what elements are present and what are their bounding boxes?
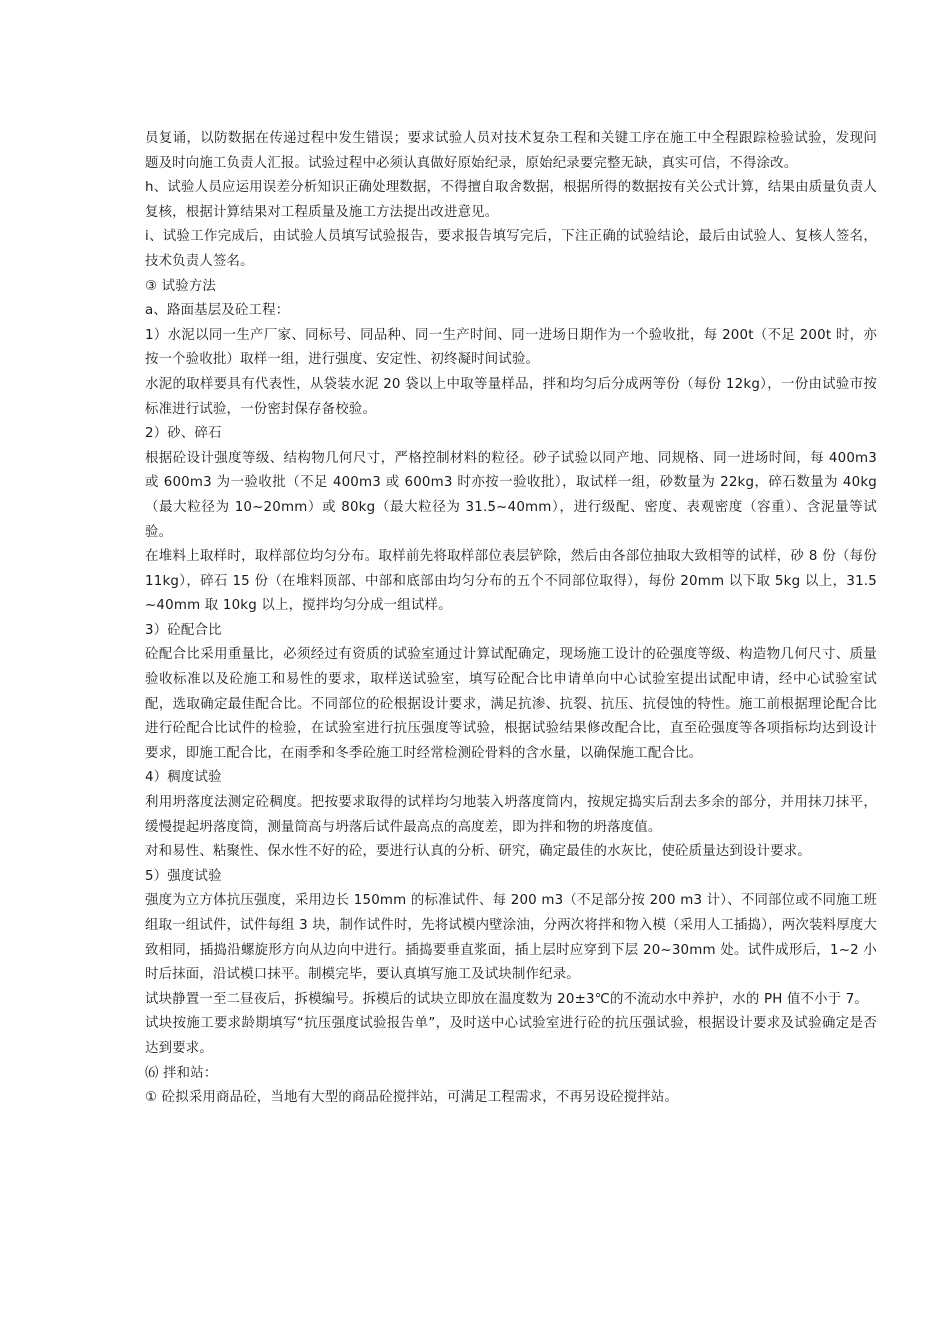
paragraph: h、试验人员应运用误差分析知识正确处理数据，不得擅自取舍数据，根据所得的数据按有关公式计算，结果由质量负责人复核，根据计算结果对工程质量及施工方法提出改进意见。 bbox=[145, 180, 877, 220]
paragraph: 对和易性、粘聚性、保水性不好的砼，要进行认真的分析、研究，确定最佳的水灰比，使砼质量达到设计要求。 bbox=[145, 844, 811, 860]
paragraph: 砼配合比采用重量比，必须经过有资质的试验室通过计算试配确定，现场施工设计的砼强度等级、构造物几何尺寸、质量验收标准以及砼施工和易性的要求，取样送试验室，填写砼配合比申请单向中心试验室提出试配申请，经中心试验室试配，选取确定最佳配合比。不同部位的砼根据设计要求，满足抗渗、抗裂、抗压、抗侵蚀的特性。施工前根据理论配合比进行砼配合比试件的检验，在试验室进行抗压强度等试验，根据试验结果修改配合比，直至砼强度等各项指标均达到设计要求，即施工配合比，在雨季和冬季砼施工时经常检测砼骨料的含水量，以确保施工配合比。 bbox=[145, 647, 877, 761]
item-heading: 2）砂、碎石 bbox=[145, 426, 222, 442]
subsection-heading: a、路面基层及砼工程： bbox=[145, 303, 290, 319]
paragraph: 在堆料上取样时，取样部位均匀分布。取样前先将取样部位表层铲除，然后由各部位抽取大致相等的试样，砂 8 份（每份 11kg），碎石 15 份（在堆料顶部、中部和底部由均匀分布的五个不同部位取得），每份 20mm 以下取 5kg 以上，31.5~40mm 取 10kg 以上，搅拌均匀分成一组试样。 bbox=[145, 549, 877, 614]
paragraph: 水泥的取样要具有代表性，从袋装水泥 20 袋以上中取等量样品，拌和均匀后分成两等份（每份 12kg），一份由试验市按标准进行试验，一份密封保存备校验。 bbox=[145, 376, 877, 417]
paragraph: 根据砼设计强度等级、结构物几何尺寸，严格控制材料的粒径。砂子试验以同产地、同规格、同一进场时间，每 400m3 或 600m3 为一验收批（不足 400m3 或 600m3 时亦按一验收批），取试样一组，砂数量为 22kg，碎石数量为 40kg（最大粒径为 10~20mm）或 80kg（最大粒径为 31.5~40mm），进行级配、密度、表观密度（容重）、含泥量等试验。 bbox=[145, 450, 877, 540]
item-heading: 5）强度试验 bbox=[145, 868, 222, 884]
item-heading: 3）砼配合比 bbox=[145, 622, 222, 638]
paragraph: i、试验工作完成后，由试验人员填写试验报告，要求报告填写完后，下注正确的试验结论，最后由试验人、复核人签名，技术负责人签名。 bbox=[145, 229, 877, 269]
paragraph: 1）水泥以同一生产厂家、同标号、同品种、同一生产时间、同一进场日期作为一个验收批，每 200t（不足 200t 时，亦按一个验收批）取样一组，进行强度、安定性、初终凝时间试验。 bbox=[145, 327, 877, 368]
paragraph: ① 砼拟采用商品砼，当地有大型的商品砼搅拌站，可满足工程需求，不再另设砼搅拌站。 bbox=[145, 1090, 679, 1106]
paragraph: 员复诵，以防数据在传递过程中发生错误；要求试验人员对技术复杂工程和关键工序在施工中全程跟踪检验试验，发现问题及时向施工负责人汇报。试验过程中必须认真做好原始纪录，原始纪录要完整无缺，真实可信，不得涂改。 bbox=[145, 131, 877, 171]
section-heading: ⑹ 拌和站： bbox=[145, 1065, 218, 1081]
section-heading: ③ 试验方法 bbox=[145, 278, 217, 294]
paragraph: 试块静置一至二昼夜后，拆模编号。拆模后的试块立即放在温度数为 20±3℃的不流动水中养护，水的 PH 值不小于 7。 bbox=[145, 991, 869, 1007]
document-body bbox=[145, 127, 877, 1111]
paragraph: 试块按施工要求龄期填写“抗压强度试验报告单”，及时送中心试验室进行砼的抗压强试验，根据设计要求及试验确定是否达到要求。 bbox=[145, 1016, 877, 1056]
paragraph: 利用坍落度法测定砼稠度。把按要求取得的试样均匀地装入坍落度筒内，按规定捣实后刮去多余的部分，并用抹刀抹平，缓慢提起坍落度筒，测量筒高与坍落后试件最高点的高度差，即为拌和物的坍落度值。 bbox=[145, 795, 877, 835]
item-heading: 4）稠度试验 bbox=[145, 770, 222, 786]
paragraph: 强度为立方体抗压强度，采用边长 150mm 的标准试件、每 200 m3（不足部分按 200 m3 计）、不同部位或不同施工班组取一组试件，试件每组 3 块，制作试件时，先将试模内壁涂油，分两次将拌和物入模（采用人工插捣），两次装料厚度大致相同，插捣沿螺旋形方向从边向中进行。插捣要垂直浆面，插上层时应穿到下层 20~30mm 处。试件成形后，1~2 小时后抹面，沿试模口抹平。制模完毕，要认真填写施工及试块制作纪录。 bbox=[145, 893, 877, 983]
